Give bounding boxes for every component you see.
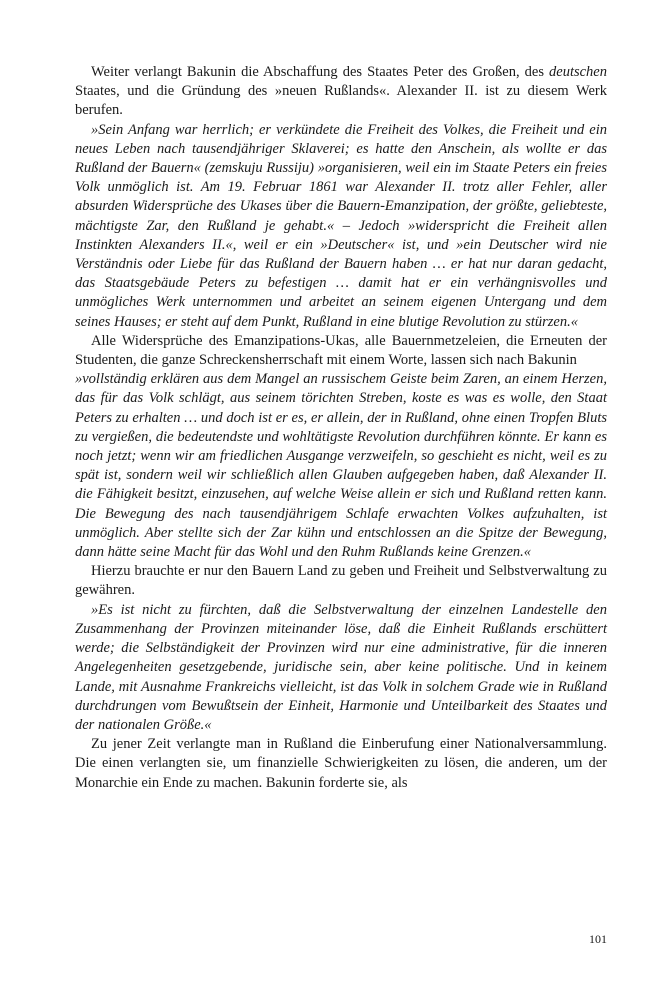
paragraph-2: Alle Widersprüche des Emanzipations-Ukas, alle Bauernmetzeleien, die Erneuten der Studenten, die ganze Schreckensherrschaft mit einem Worte, lassen sich nach Bakunin [75,332,607,369]
paragraph-1-end: Staates, und die Gründung des »neuen Rußlands«. Alexander II. ist zu diesem Werk berufen. [75,83,607,119]
paragraph-3: Hierzu brauchte er nur den Bauern Land zu geben und Freiheit und Selbstverwaltung zu gewähren. [75,563,607,599]
body-text [75,63,607,793]
emphasis-deutschen: deutschen [549,64,607,80]
paragraph-1 [75,63,607,121]
quote-3: »Es ist nicht zu fürchten, daß die Selbstverwaltung der einzelnen Landestelle den Zusammenhang der Provinzen miteinander löse, daß die Einheit Rußlands erschüttert werde; die Selbständigkeit der Provinzen wird nur eine administrative, für die inneren Angelegenheiten gesetzgebende, juridische sein, aber keine politische. Und in keinem Lande, mit Ausnahme Frankreichs vielleicht, ist das Volk in solchem Grade wie in Rußland durchdrungen vom Bewußtsein der Einheit, Harmonie und Unteilbarkeit des Staates und der nationalen Größe.« [75,601,607,733]
page-number: 101 [589,932,607,946]
quote-2: »vollständig erklären aus dem Mangel an russischem Geiste beim Zaren, an einem Herzen, das für das Volk schlägt, aus seinem törichten Streben, koste es was es wolle, den Staat Peters zu erhalten … und doch ist er es, er allein, der in Rußland, ohne einen Tropfen Bluts zu vergießen, die bedeutendste und wohltätigste Revolution durchführen könnte. Er kann es noch jetzt; wenn wir am friedlichen Ausgange verzweifeln, so geschieht es nicht, weil es zu spät ist, sondern weil wir schließlich allen Glauben aufgegeben haben, daß Alexander II. die Fähigkeit besitzt, einzusehen, auf welche Weise allein er sich und Rußland retten kann. Die Bewegung des nach tausendjährigem Schlafe erwachten Volkes aufzuhalten, ist unmöglich. Aber stellte sich der Zar kühn und entschlossen an die Spitze der Bewegung, dann hätte seine Macht für das Wohl und den Ruhm Rußlands keine Grenzen.« [75,371,607,561]
quote-1: »Sein Anfang war herrlich; er verkündete die Freiheit des Volkes, die Freiheit und ein neues Leben nach tausendjähriger Sklaverei; es hatte den Anschein, als wollte er das Rußland der Bauern« (zemskuju Russiju) »organisieren, weil ein im Staate Peters ein freies Volk unmöglich ist. Am 19. Februar 1861 war Alexander II. trotz aller Fehler, aller absurden Widersprüche des Ukases über die Bauern-Emanzipation, der größte, geliebteste, mächtigste Zar, den Rußland je gehabt.« – Jedoch »widerspricht die Freiheit allen Instinkten Alexanders II.«, weil er ein »Deutscher« ist, und »ein Deutscher wird nie Verständnis oder Liebe für das Rußland der Bauern haben … er hat nur daran gedacht, das Staatsgebäude Peters zu befestigen … damit hat er ein verhängnisvolles und unmögliches Werk unternommen und arbeitet an seinem eigenen Untergang und dem seines Hauses; er steht auf dem Punkt, Rußland in eine blutige Revolution zu stürzen.« [75,121,607,330]
paragraph-4: Zu jener Zeit verlangte man in Rußland die Einberufung einer Nationalversammlung. Die einen verlangten sie, um finanzielle Schwierigkeiten zu lösen, die anderen, um der Monarchie ein Ende zu machen. Bakunin forderte sie, als [75,736,607,791]
paragraph-1-start: Weiter verlangt Bakunin die Abschaffung des Staates Peter des Großen, des [91,64,550,80]
